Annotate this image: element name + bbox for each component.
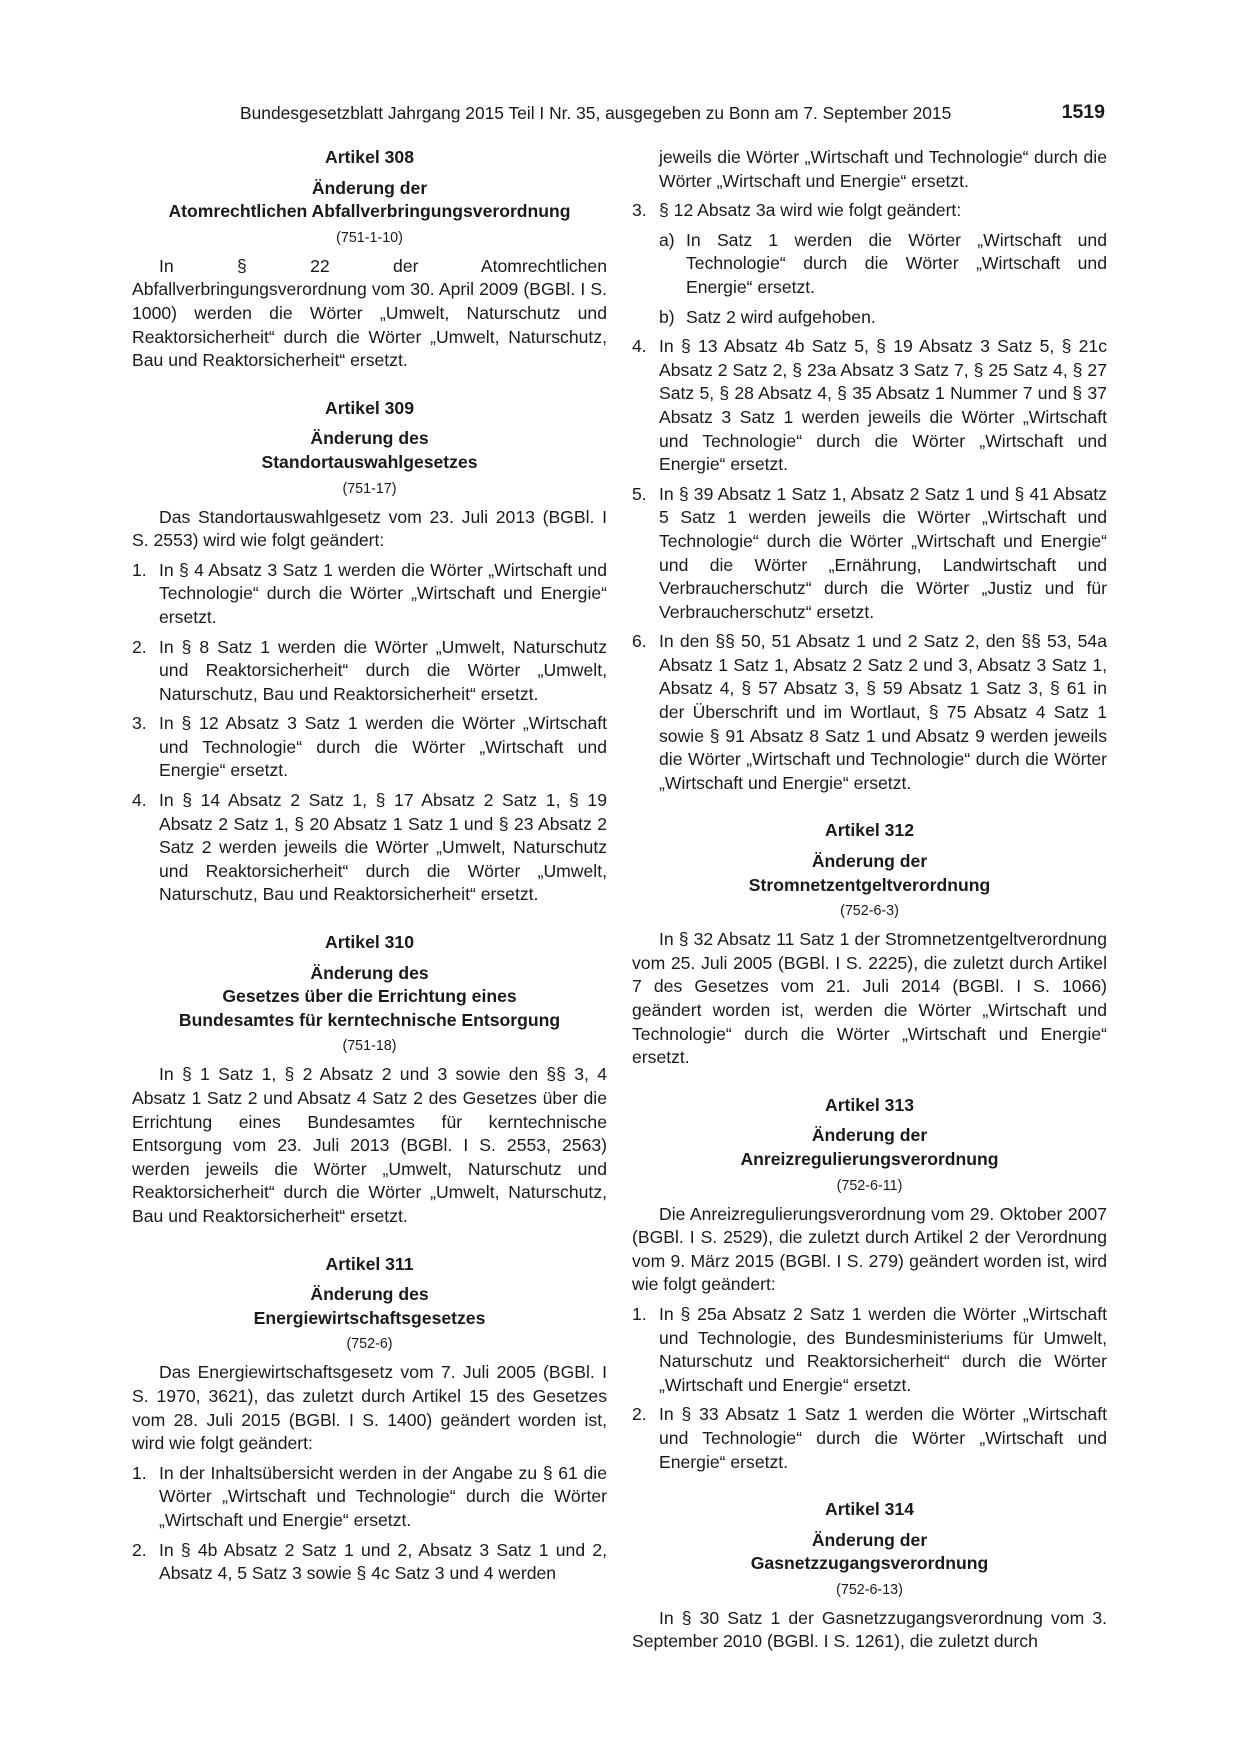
sub-list-item [659,229,1107,300]
article-body: Die Anreizregulierungsverordnung vom 29. Oktober 2007 (BGBl. I S. 2529), die zuletzt durch Artikel 2 der Verordnung vom 9. März 2015 (BGBl. I S. 279) geändert worden ist, wird wie folgt geändert: [632,1203,1107,1295]
item-number: 1. [632,1303,647,1324]
item-text: In § 39 Absatz 1 Satz 1, Absatz 2 Satz 1 und § 41 Absatz 5 Satz 1 werden jeweils die Wörter „Wirtschaft und Technologie“ durch die Wörter „Wirtschaft und Energie“ und die Wörter „Ernährung, Landwirtschaft und Verbraucherschutz“ durch die Wörter „Justiz und für Verbraucherschutz“ ersetzt. [659,483,1107,622]
item-text: In § 25a Absatz 2 Satz 1 werden die Wörter „Wirtschaft und Technologie, des Bundesministeriums für Umwelt, Naturschutz und Reaktorsicherheit“ durch die Wörter „Wirtschaft und Energie“ ersetzt. [659,1303,1107,1395]
list-item [632,483,1107,625]
sub-list-item [659,306,1107,330]
article-314 [632,1498,1107,1654]
article-heading-line: Gasnetzzugangsverordnung [750,1553,989,1574]
list-item [632,199,1107,329]
article-heading-line: Bundesamtes für kerntechnische Entsorgung [178,1009,561,1030]
article-title: Artikel 313 [825,1094,914,1115]
article-308 [132,146,607,373]
item-number: 2. [132,1539,147,1560]
header-gazette-line: Bundesgesetzblatt Jahrgang 2015 Teil I Nr. 35, ausgegeben zu Bonn am 7. September 2015 [240,103,952,123]
article-title: Artikel 312 [825,820,914,841]
list-item [132,789,607,907]
article-309 [132,397,607,907]
article-title: Artikel 311 [325,1253,414,1274]
fna-number: (752-6-3) [840,903,899,920]
article-body: In § 30 Satz 1 der Gasnetzzugangsverordnung vom 3. September 2010 (BGBl. I S. 1261), die zuletzt durch [632,1607,1107,1652]
article-heading-line: Energiewirtschaftsgesetzes [253,1307,486,1328]
article-body: In § 32 Absatz 11 Satz 1 der Stromnetzentgeltverordnung vom 25. Juli 2005 (BGBl. I S. 2225), die zuletzt durch Artikel 7 des Gesetzes vom 21. Juli 2014 (BGBl. I S. 1066) geändert worden ist, werden die Wörter „Wirtschaft und Technologie“ durch die Wörter „Wirtschaft und Energie“ ersetzt. [632,929,1107,1068]
item-text: In § 8 Satz 1 werden die Wörter „Umwelt, Naturschutz und Reaktorsicherheit“ durch die Wörter „Umwelt, Naturschutz, Bau und Reaktorsicherheit“ ersetzt. [159,636,607,704]
item-number: 3. [632,200,647,221]
item-text: In den §§ 50, 51 Absatz 1 und 2 Satz 2, den §§ 53, 54a Absatz 1 Satz 1, Absatz 2 Satz 2 und 3, Absatz 3 Satz 1, Absatz 4, § 57 Absatz 3, § 59 Absatz 1 Satz 3, § 61 in der Überschrift und im Wortlaut, § 75 Absatz 4 Satz 1 sowie § 91 Absatz 8 Satz 1 und Absatz 9 werden jeweils die Wörter „Wirtschaft und Technologie“ durch die Wörter „Wirtschaft und Energie“ ersetzt. [659,631,1107,793]
item-number: 1. [132,559,147,580]
article-title: Artikel 310 [325,932,414,953]
item-number: 5. [632,483,647,504]
article-311 [132,1253,607,1586]
item-text: In § 4b Absatz 2 Satz 1 und 2, Absatz 3 Satz 1 und 2, Absatz 4, 5 Satz 3 sowie § 4c Satz 3 und 4 werden [159,1539,607,1584]
fna-number: (751-1-10) [336,229,403,246]
amendment-list [132,559,607,907]
list-item-continuation: jeweils die Wörter „Wirtschaft und Technologie“ durch die Wörter „Wirtschaft und Energie“ ersetzt. [659,147,1107,191]
list-item [132,559,607,630]
article-body: In § 22 der Atomrechtlichen Abfallverbringungsverordnung vom 30. April 2009 (BGBl. I S. 1000) werden die Wörter „Umwelt, Naturschutz und Reaktorsicherheit“ durch die Wörter „Umwelt, Naturschutz, Bau und Reaktorsicherheit“ ersetzt. [132,255,607,371]
article-body: In § 1 Satz 1, § 2 Absatz 2 und 3 sowie den §§ 3, 4 Absatz 1 Satz 2 und Absatz 4 Satz 2 des Gesetzes über die Errichtung eines Bundesamtes für kerntechnische Entsorgung vom 23. Juli 2013 (BGBl. I S. 2553, 2563) werden jeweils die Wörter „Umwelt, Naturschutz und Reaktorsicherheit“ durch die Wörter „Umwelt, Naturschutz, Bau und Reaktorsicherheit“ ersetzt. [132,1064,607,1226]
article-heading-line: Änderung des [310,962,429,983]
article-heading-line: Atomrechtlichen Abfallverbringungsverordnung [168,201,571,222]
article-heading-line: Änderung des [310,428,429,449]
fna-number: (752-6) [346,1336,393,1353]
sub-item-letter: a) [659,229,675,250]
article-311-continued [632,146,1107,795]
fna-number: (752-6-11) [836,1177,903,1194]
item-number: 3. [132,713,147,734]
article-heading-line: Änderung der [311,177,428,198]
fna-number: (751-18) [342,1038,397,1055]
amendment-list [132,1462,607,1586]
fna-number: (752-6-13) [836,1581,903,1598]
sub-item-text: In Satz 1 werden die Wörter „Wirtschaft und Technologie“ durch die Wörter „Wirtschaft und Energie“ ersetzt. [686,229,1107,297]
article-313 [632,1094,1107,1474]
item-text: § 12 Absatz 3a wird wie folgt geändert: [659,200,962,221]
article-heading-line: Änderung der [811,1529,928,1550]
item-number: 2. [132,636,147,657]
amendment-list [632,199,1107,795]
sub-list [659,229,1107,329]
article-312 [632,819,1107,1069]
amendment-list [632,1303,1107,1474]
page-header [240,101,1105,125]
article-heading-line: Änderung der [811,1125,928,1146]
article-title: Artikel 314 [825,1499,914,1520]
article-body: Das Energiewirtschaftsgesetz vom 7. Juli 2005 (BGBl. I S. 1970, 3621), das zuletzt durch Artikel 15 des Gesetzes vom 28. Juli 2015 (BGBl. I S. 1400) geändert worden ist, wird wie folgt geändert: [132,1362,607,1454]
fna-number: (751-17) [342,480,397,497]
item-text: In § 4 Absatz 3 Satz 1 werden die Wörter „Wirtschaft und Technologie“ durch die Wörter „Wirtschaft und Energie“ ersetzt. [159,559,607,627]
item-number: 1. [132,1462,147,1483]
sub-item-text: Satz 2 wird aufgehoben. [686,306,876,327]
item-text: In § 13 Absatz 4b Satz 5, § 19 Absatz 3 Satz 5, § 21c Absatz 2 Satz 2, § 23a Absatz 3 Satz 7, § 25 Satz 4, § 27 Satz 5, § 28 Absatz 4, § 35 Absatz 1 Nummer 7 und § 37 Absatz 3 Satz 1 werden jeweils die Wörter „Wirtschaft und Technologie“ durch die Wörter „Wirtschaft und Energie“ ersetzt. [659,336,1107,475]
article-heading-line: Änderung der [811,851,928,872]
article-body: Das Standortauswahlgesetz vom 23. Juli 2013 (BGBl. I S. 2553) wird wie folgt geändert: [132,506,607,551]
page-number: 1519 [1061,101,1105,123]
list-item [632,1303,1107,1397]
item-text: In § 12 Absatz 3 Satz 1 werden die Wörter „Wirtschaft und Technologie“ durch die Wörter „Wirtschaft und Energie“ ersetzt. [159,713,607,781]
article-title: Artikel 309 [325,397,414,418]
left-column [132,146,607,1586]
article-heading-line: Gesetzes über die Errichtung eines [222,986,517,1007]
article-heading-line: Stromnetzentgeltverordnung [748,874,991,895]
list-item [132,1462,607,1533]
item-text: In § 33 Absatz 1 Satz 1 werden die Wörter „Wirtschaft und Technologie“ durch die Wörter „Wirtschaft und Energie“ ersetzt. [659,1404,1107,1472]
list-item [132,1539,607,1586]
item-text: In § 14 Absatz 2 Satz 1, § 17 Absatz 2 Satz 1, § 19 Absatz 2 Satz 1, § 20 Absatz 1 Satz 1 und § 23 Absatz 2 Satz 2 werden jeweils die Wörter „Umwelt, Naturschutz und Reaktorsicherheit“ durch die Wörter „Umwelt, Naturschutz, Bau und Reaktorsicherheit“ ersetzt. [159,790,607,905]
list-item [632,630,1107,795]
item-number: 6. [632,631,647,652]
list-item [632,335,1107,477]
list-item [632,1403,1107,1474]
article-heading-line: Änderung des [310,1284,429,1305]
sub-item-letter: b) [659,306,675,327]
item-number: 4. [632,336,647,357]
item-text: In der Inhaltsübersicht werden in der Angabe zu § 61 die Wörter „Wirtschaft und Technologie“ durch die Wörter „Wirtschaft und Energie“ ersetzt. [159,1462,607,1530]
article-title: Artikel 308 [325,147,414,167]
right-column [632,146,1107,1654]
list-item [132,636,607,707]
article-310 [132,931,607,1229]
article-heading-line: Standortauswahlgesetzes [261,451,478,472]
item-number: 4. [132,790,147,811]
list-item [132,712,607,783]
article-heading-line: Anreizregulierungsverordnung [740,1148,999,1169]
item-number: 2. [632,1404,647,1425]
